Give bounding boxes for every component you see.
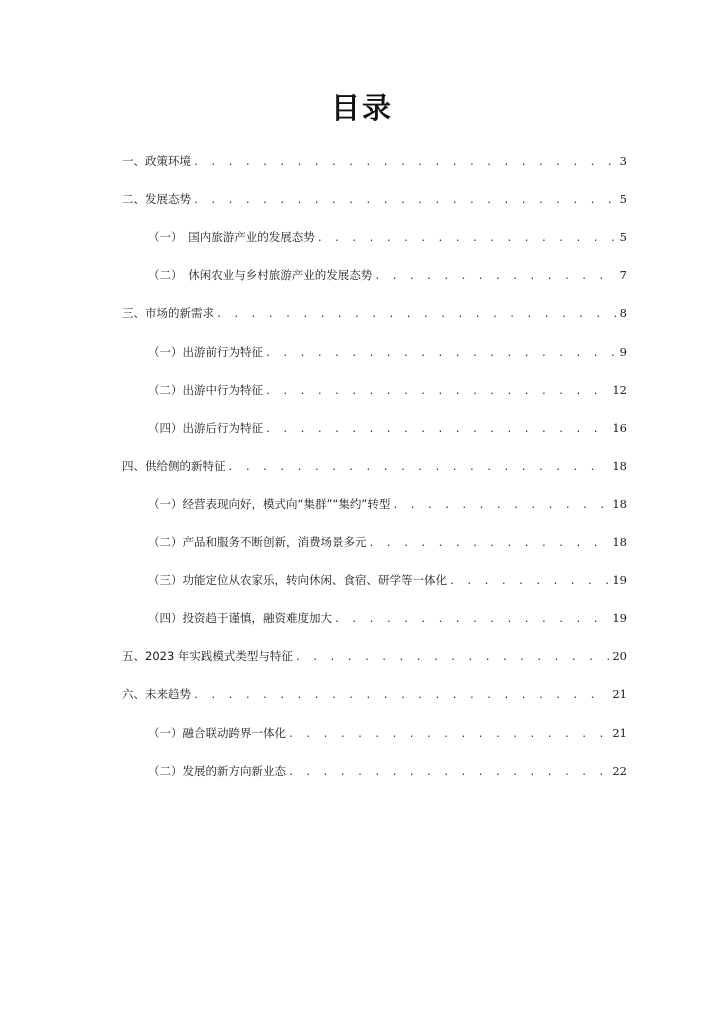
toc-entry-label: 四、供给侧的新特征 (122, 458, 226, 473)
dot-leader (193, 688, 609, 704)
dot-leader (449, 574, 609, 590)
toc-entry-page-number: 9 (619, 344, 627, 359)
toc-entry-page-number: 18 (612, 458, 627, 473)
toc-entry-label: （一）出游前行为特征 (148, 344, 263, 359)
toc-entry-page-number: 3 (619, 154, 627, 168)
toc-entry-label: （二） 休闲农业与乡村旅游产业的发展态势 (148, 268, 373, 283)
toc-title: 目录 (330, 91, 393, 125)
toc-entry[interactable] (122, 686, 627, 702)
toc-entry-page-number: 21 (612, 725, 627, 740)
toc-entry-page-number: 8 (619, 306, 627, 321)
toc-entry[interactable] (148, 572, 627, 588)
toc-entry[interactable] (148, 267, 627, 283)
toc-entry[interactable] (122, 153, 627, 169)
toc-entry-page-number: 19 (612, 611, 627, 626)
toc-entry-label: （一）融合联动跨界一体化 (148, 725, 286, 740)
toc-entry-label: 一、政策环境 (122, 154, 191, 168)
toc-entry[interactable] (148, 496, 627, 512)
toc-entry-label: 三、市场的新需求 (122, 306, 214, 321)
dot-leader (193, 193, 617, 209)
dot-leader (334, 612, 609, 628)
toc-entry[interactable] (122, 191, 627, 207)
toc-entry-label: （一） 国内旅游产业的发展态势 (148, 230, 315, 245)
dot-leader (374, 269, 616, 285)
toc-entry-page-number: 21 (612, 687, 627, 702)
toc-entry-label: 二、发展态势 (122, 192, 191, 207)
dot-leader (317, 231, 617, 247)
dot-leader (392, 498, 609, 514)
dot-leader (228, 460, 610, 476)
toc-entry[interactable] (148, 725, 627, 741)
toc-entry-page-number: 5 (619, 230, 627, 245)
toc-entry-label: （三）功能定位从农家乐，转向休闲、食宿、研学等一体化 (148, 573, 447, 588)
toc-entry-label: （二）发展的新方向新业态 (148, 763, 286, 778)
toc-entry-page-number: 18 (612, 496, 627, 511)
toc-entry-page-number: 19 (612, 573, 627, 588)
toc-entry-page-number: 5 (619, 192, 627, 207)
dot-leader (193, 155, 617, 171)
toc-entry-label: （四）投资趋于谨慎，融资难度加大 (148, 611, 332, 626)
toc-entry[interactable] (148, 610, 627, 626)
toc-entry-label: （一）经营表现向好，模式向“集群”“集约”转型 (148, 496, 391, 511)
toc-entry-label: 五、2023 年实践模式类型与特征 (122, 649, 293, 664)
toc-entry[interactable] (148, 420, 627, 436)
toc-entry-page-number: 20 (612, 649, 627, 664)
dot-leader (216, 307, 617, 323)
toc-entry-page-number: 12 (612, 382, 627, 397)
toc-entry[interactable] (148, 344, 627, 360)
toc-entry[interactable] (122, 648, 627, 664)
toc-entry-label: 六、未来趋势 (122, 687, 191, 702)
toc-entry[interactable] (122, 458, 627, 474)
dot-leader (295, 650, 609, 666)
toc-entry-page-number: 7 (619, 268, 627, 283)
toc-entry-label: （二）产品和服务不断创新，消费场景多元 (148, 535, 367, 549)
dot-leader (265, 422, 609, 438)
toc-entry[interactable] (148, 763, 627, 779)
toc-entry[interactable] (148, 534, 627, 550)
toc-entry[interactable] (148, 382, 627, 398)
toc-entry[interactable] (148, 229, 627, 245)
toc-entry-page-number: 18 (612, 535, 627, 549)
toc-entry-page-number: 22 (612, 763, 627, 778)
dot-leader (265, 384, 609, 400)
toc-entry-label: （二）出游中行为特征 (148, 382, 263, 397)
dot-leader (288, 765, 609, 781)
toc-entry-label: （四）出游后行为特征 (148, 420, 263, 435)
dot-leader (265, 346, 617, 362)
toc-entry[interactable] (122, 305, 627, 321)
dot-leader (288, 727, 609, 743)
dot-leader (369, 536, 610, 552)
toc-entry-page-number: 16 (612, 420, 627, 435)
